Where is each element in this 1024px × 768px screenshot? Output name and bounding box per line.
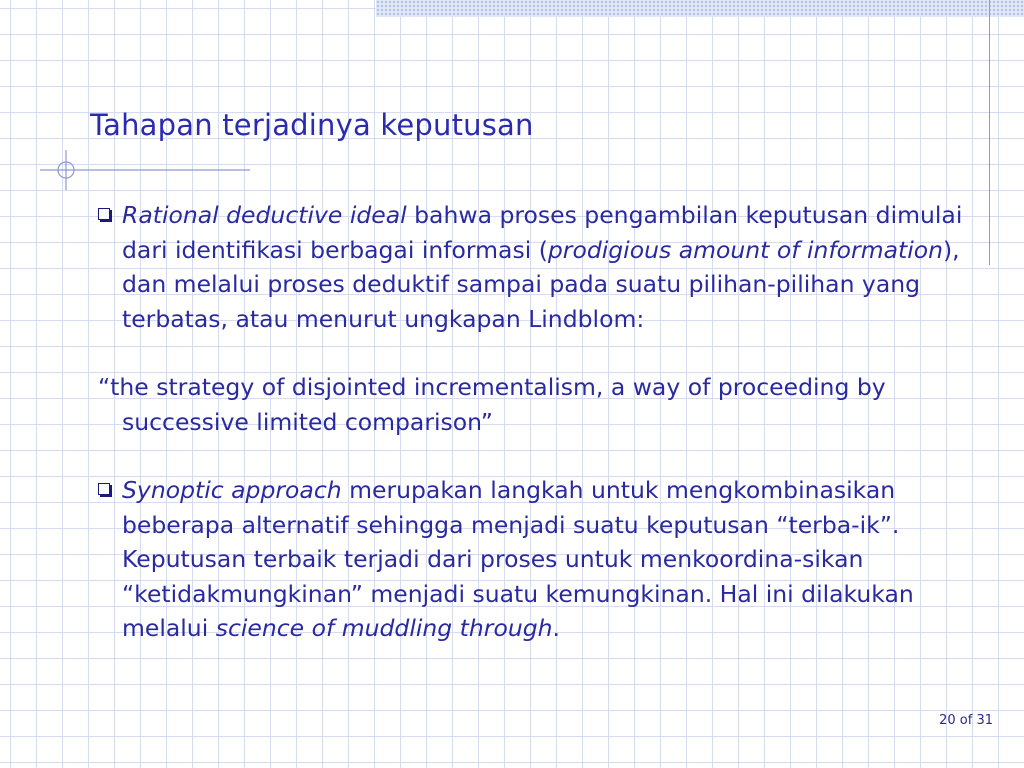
- slide-body: [98, 198, 968, 646]
- top-decorative-band: [376, 0, 1024, 17]
- square-checkbox-bullet-icon: [98, 483, 110, 495]
- lindblom-quote: “the strategy of disjointed incrementalism, a way of proceeding by successive limited comparison”: [98, 373, 886, 436]
- paragraph2-text-a: merupakan langkah untuk mengkombinasikan beberapa alternatif sehingga menjadi suatu keputusan “terba-ik”. Keputusan terbaik terjadi dari proses untuk menkoordina-sikan “ketidakmungkinan” menjadi suatu kemungkinan. Hal ini dilakukan melalui: [122, 476, 914, 642]
- slide-title: Tahapan terjadinya keputusan: [90, 108, 534, 142]
- crosshair-ornament-icon: [40, 150, 250, 190]
- paragraph2-text-b: .: [552, 614, 561, 642]
- synoptic-approach-paragraph: [98, 473, 968, 646]
- term-rational-deductive-ideal: Rational deductive ideal: [122, 201, 407, 229]
- rational-deductive-paragraph: [98, 198, 968, 336]
- page-number: 20 of 31: [939, 713, 993, 728]
- term-science-of-muddling-through: science of muddling through: [215, 614, 553, 642]
- square-checkbox-bullet-icon: [98, 208, 110, 220]
- term-prodigious-amount: prodigious amount of information: [547, 235, 943, 264]
- term-synoptic-approach: Synoptic approach: [122, 476, 342, 504]
- paragraph1-text-a: bahwa proses pengambilan keputusan dimulai dari identifikasi berbagai informasi (: [122, 201, 963, 264]
- right-decorative-line: [989, 0, 990, 265]
- paragraph1-text-b: ), dan melalui proses deduktif sampai pada suatu pilihan-pilihan yang terbatas, atau menurut ungkapan Lindblom:: [122, 235, 960, 333]
